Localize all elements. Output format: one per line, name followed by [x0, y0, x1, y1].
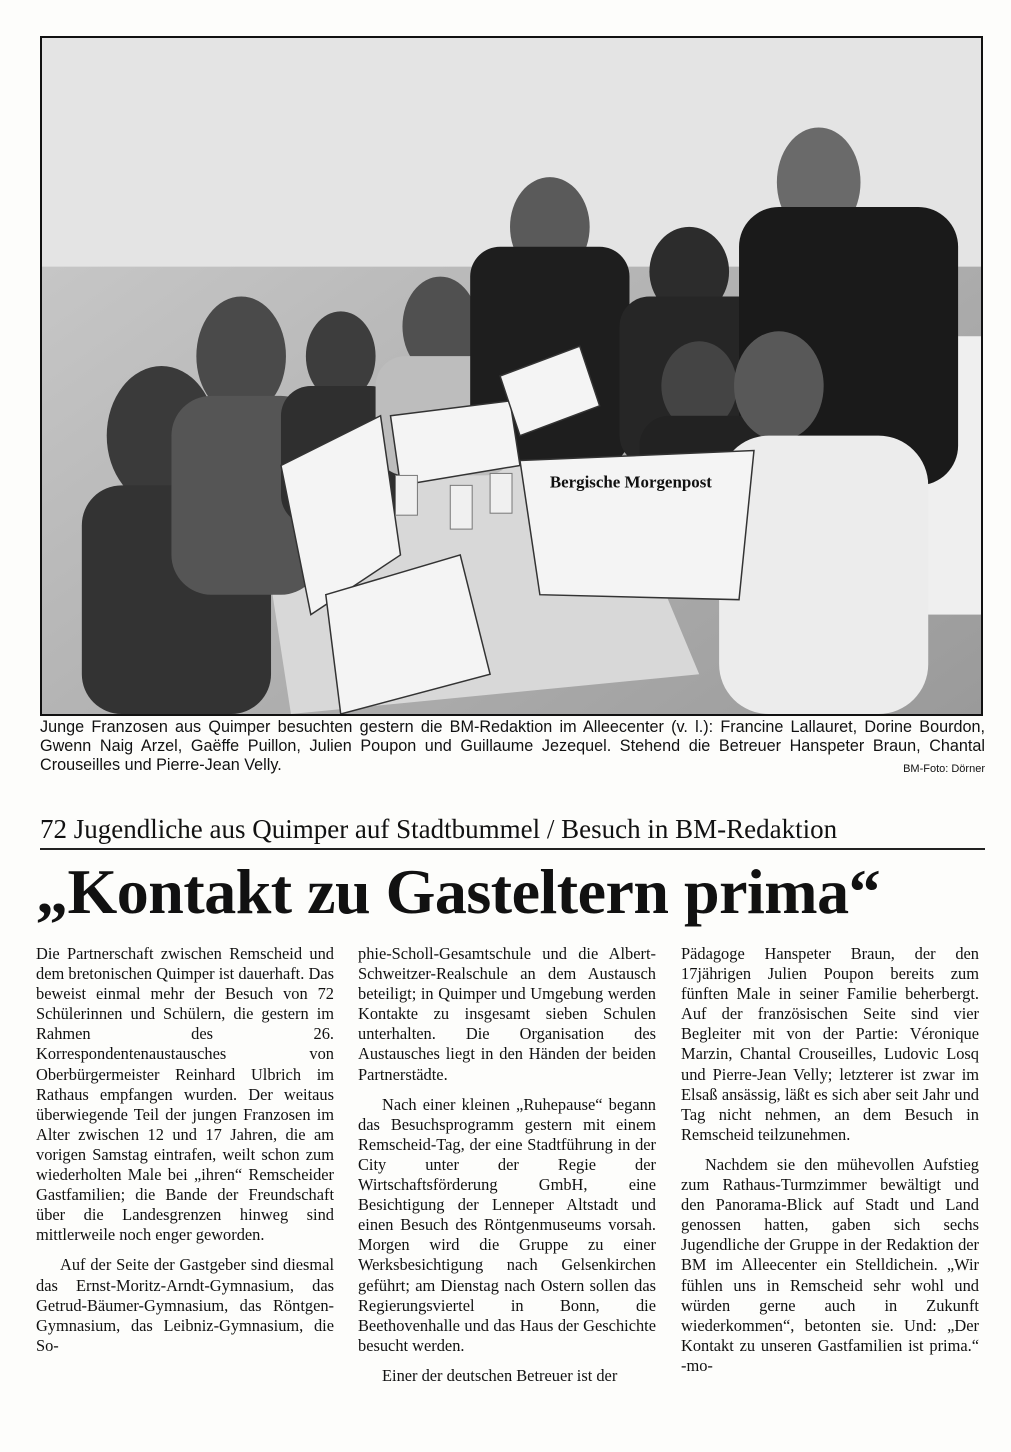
article-column-3 — [681, 944, 979, 1376]
paragraph: Auf der Seite der Gastgeber sind diesmal das Ernst-Moritz-Arndt-Gymnasium, das Getrud-Bäumer-Gymnasium, das Röntgen-Gymnasium, das Leibniz-Gymnasium, die So- — [36, 1255, 334, 1355]
photo-caption — [40, 718, 985, 779]
article-kicker: 72 Jugendliche aus Quimper auf Stadtbummel / Besuch in BM-Redaktion — [40, 812, 985, 850]
article-column-2 — [358, 944, 656, 1386]
paragraph: phie-Scholl-Gesamtschule und die Albert-Schweitzer-Realschule an dem Austausch beteiligt; in Quimper und Umgebung werden Kontakte zu insgesamt sieben Schulen unterhalten. Die Organisation des Austausches liegt in den Händen der beiden Partnerstädte. — [358, 944, 656, 1084]
photo-illustration — [42, 38, 981, 714]
newspaper-masthead: Bergische Morgenpost — [549, 472, 712, 492]
paragraph: Nach einer kleinen „Ruhepause“ begann das Besuchsprogramm gestern mit einem Remscheid-Tag, der eine Stadtführung in der City unter der Regie der Wirtschaftsförderung GmbH, eine Besichtigung der Lenneper Altstadt und einen Besuch des Röntgenmuseums vorsah. Morgen wird die Gruppe zu einer Werksbesichtigung nach Gelsenkirchen geführt; am Dienstag nach Ostern sollen das Regierungsviertel in Bonn, die Beethovenhalle und das Haus der Geschichte besucht werden. — [358, 1094, 656, 1355]
article-column-1 — [36, 944, 334, 1356]
news-photo — [40, 36, 983, 716]
paragraph: Pädagoge Hanspeter Braun, der den 17jährigen Julien Poupon bereits zum fünften Male in seiner Familie beherbergt. Auf der französischen Seite sind vier Begleiter mit von der Partie: Véronique Marzin, Chantal Crouseilles, Ludovic Losq und Pierre-Jean Velly; letzterer ist zwar im Elsaß ansässig, läßt es sich aber seit Jahr und Tag nicht nehmen, an dem Besuch in Remscheid teilzunehmen. — [681, 944, 979, 1144]
paragraph: Einer der deutschen Betreuer ist der — [382, 1365, 618, 1385]
article-body — [36, 944, 986, 1414]
photo-credit: BM-Foto: Dörner — [903, 763, 985, 775]
caption-text: Junge Franzosen aus Quimper besuchten gestern die BM-Redaktion im Alleecenter (v. l.): Francine Lallauret, Dorine Bourdon, Gwenn Naig Arzel, Gaëffe Puillon, Julien Poupon und Guillaume Jezequel. Stehend die Betreuer Hanspeter Braun, Chantal Crouseilles und Pierre-Jean Velly. — [40, 718, 985, 774]
paragraph: Die Partnerschaft zwischen Remscheid und dem bretonischen Quimper ist dauerhaft. Das beweist einmal mehr der Besuch von 72 Schülerinnen und Schülern, die gestern im Rahmen des 26. Korrespondentenaustausches von Oberbürgermeister Reinhard Ulbrich im Rathaus empfangen wurden. Der weitaus überwiegende Teil der jungen Franzosen im Alter zwischen 12 und 17 Jahren, die am vorigen Samstag eintrafen, weilt schon zum wiederholten Male bei „ihren“ Remscheider Gastfamilien; die Bande der Freundschaft über die Landesgrenzen hinweg sind mittlerweile noch enger geworden. — [36, 944, 334, 1245]
article-headline: „Kontakt zu Gasteltern prima“ — [36, 856, 881, 927]
paragraph: Nachdem sie den mühevollen Aufstieg zum Rathaus-Turmzimmer bewältigt und den Panorama-Blick auf Stadt und Land genossen hatten, gaben sich sechs Jugendliche der Gruppe in der Redaktion der BM im Alleecenter ein Stelldichein. „Wir fühlen uns in Remscheid sehr wohl und würden gerne auch in Zukunft wiederkommen“, betonten sie. Und: „Der Kontakt zu unseren Gastfamilien ist prima.“ -mo- — [681, 1154, 979, 1375]
